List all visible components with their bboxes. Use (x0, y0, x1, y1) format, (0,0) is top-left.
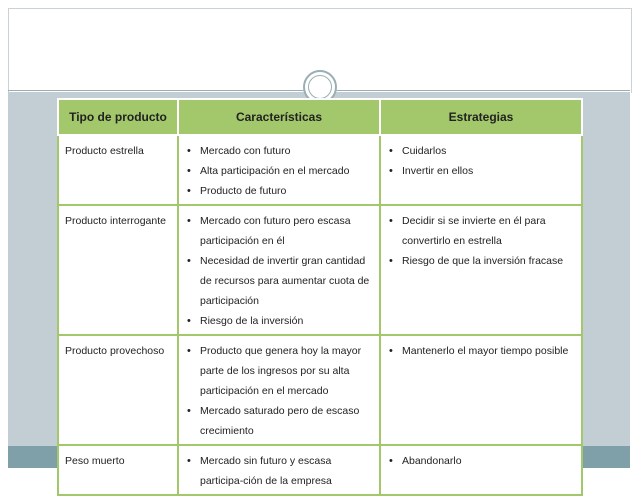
strategies-cell (380, 445, 582, 495)
list-item: • Mantenerlo el mayor tiempo posible (387, 341, 575, 361)
list-item: • Abandonarlo (387, 451, 575, 471)
list-item: • Invertir en ellos (387, 161, 575, 181)
list-item: • Riesgo de que la inversión fracase (387, 251, 575, 271)
product-type-cell: Peso muerto (58, 445, 178, 495)
list-item: • Producto de futuro (185, 181, 373, 201)
list-item: • Riesgo de la inversión (185, 311, 373, 331)
product-type-cell: Producto interrogante (58, 205, 178, 335)
list-item: • Mercado con futuro pero escasa participación en él (185, 211, 373, 251)
characteristics-cell (178, 135, 380, 205)
list-item: • Mercado sin futuro y escasa participa-ción de la empresa (185, 451, 373, 491)
list-item: • Mercado con futuro (185, 141, 373, 161)
product-type-cell: Producto provechoso (58, 335, 178, 445)
table-row (58, 135, 582, 205)
strategy-table (57, 98, 583, 496)
list-item: • Cuidarlos (387, 141, 575, 161)
header-characteristics: Características (178, 99, 380, 135)
strategies-cell (380, 205, 582, 335)
product-type-cell: Producto estrella (58, 135, 178, 205)
table-row (58, 445, 582, 495)
table-row (58, 205, 582, 335)
strategy-table-container (57, 98, 581, 496)
header-strategies: Estrategias (380, 99, 582, 135)
characteristics-cell (178, 335, 380, 445)
header-product-type: Tipo de producto (58, 99, 178, 135)
table-header-row (58, 99, 582, 135)
strategies-cell (380, 135, 582, 205)
list-item: • Decidir si se invierte en él para convertirlo en estrella (387, 211, 575, 251)
divider-ring-inner (308, 75, 332, 99)
list-item: • Producto que genera hoy la mayor parte de los ingresos por su alta participación en el mercado (185, 341, 373, 401)
table-row (58, 335, 582, 445)
list-item: • Alta participación en el mercado (185, 161, 373, 181)
characteristics-cell (178, 205, 380, 335)
list-item: • Necesidad de invertir gran cantidad de recursos para aumentar cuota de participación (185, 251, 373, 311)
list-item: • Mercado saturado pero de escaso crecimiento (185, 401, 373, 441)
strategies-cell (380, 335, 582, 445)
characteristics-cell (178, 445, 380, 495)
